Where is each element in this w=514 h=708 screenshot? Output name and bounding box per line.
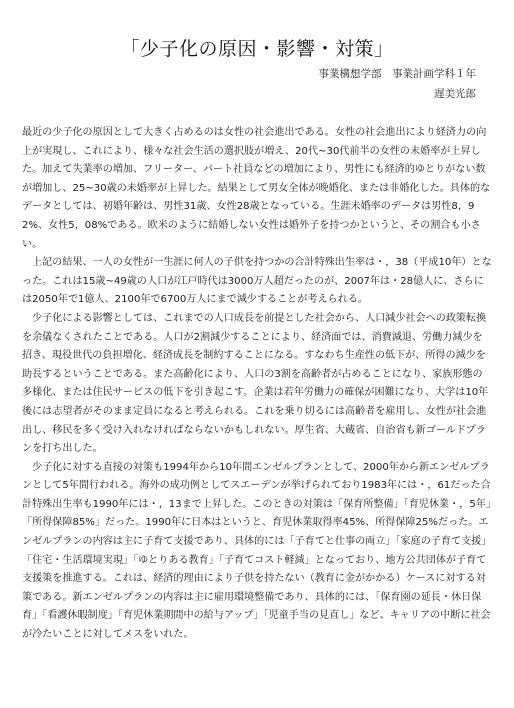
paragraph-causes: 最近の少子化の原因として大きく占めるのは女性の社会進出である。女性の社会進出により経済力の向上が実現し、これにより、様々な社会生活の選択肢が増え、20代~30代前半の女性の未婚率が上昇した。加えて失業率の増加、フリーター、パート社員などの増加により、男性にも経済的ゆとりがない数が増加し、25~30歳の未婚率が上昇した。結果として男女全体が晩婚化、または非婚化した。具体的なデータとしては、初婚年齢は、男性31歳、女性28歳となっている。生涯未婚率のデータは男性8，92%、女性5，08%である。欧米のように結婚しない女性は婚外子を持つかというと、その割合も小さい。 <box>22 127 491 250</box>
document-title: 「少子化の原因・影響・対策」 <box>120 38 394 60</box>
document-body <box>22 124 492 645</box>
author-name: 遅美光郎 <box>434 88 476 100</box>
paragraph-effects: 少子化による影響としては、これまでの人口成長を前提とした社会から、人口減少社会への政策転換を余儀なくされたことである。人口が2割減少することにより、経済面では、消費減退、労働力減少を招き、現役世代の負担増化、経済成長を制約することになる。すなわち生産性の低下が、所得の減少を助長するということである。また高齢化により、人口の3割を高齢者が占めることになり、家族形態の多様化、または住民サービスの低下を引き起こす。企業は若年労働力の確保が困難になり、大学は10年後には志望者がそのまま定員になると考えられる。これを乗り切るには高齢者を雇用し、女性が社会進出し、移民を多く受け入れなければならないかもしれない。厚生省、大蔵省、自治省も新ゴールドプランを打ち出した。 <box>22 312 489 455</box>
paragraph-birthrate: 上記の結果、一人の女性が一生涯に何人の子供を持つかの合計特殊出生率は・，38（平成10年）となった。これは15歳~49歳の人口が江戸時代は3000万人超だったのが、2007年は・28億人に、さらには2050年で1億人、2100年で6700万人にまで減少することが考えられる。 <box>22 257 492 306</box>
author-affiliation: 事業構想学部 事業計画学科１年 <box>318 68 476 80</box>
paragraph-countermeasures: 少子化に対する直接の対策も1994年から10年間エンゼルプランとして、2000年から新エンゼルプランとして5年間行われる。海外の成功例としてスエーデンが挙げられており1983年には・，61だった合計特殊出生率も1990年には・，13まで上昇した。このときの対策は「保育所整備」「育児休業・，5年」「所得保障85%」だった。1990年に日本はというと、育児休業取得率45%、所得保障25%だった。エンゼルプランの内容は主に子育て支援であり、具体的には「子育てと仕事の両立」「家庭の子育て支援」「住宅・生活環境実現」「ゆとりある教育」「子育てコスト軽減」となっており、地方公共団体が子育て支援策を推進する。これは、経済的理由により子供を持たない（教育に金がかかる）ケースに対する対策である。新エンゼルプランの内容は主に雇用環境整備であり、具体的には、「保育園の延長・休日保育」「看護休暇制度」「育児休業期間中の給与アップ」「児童手当の見直し」など、キャリアの中断に社会が冷たいことに対してメスをいれた。 <box>22 461 492 641</box>
